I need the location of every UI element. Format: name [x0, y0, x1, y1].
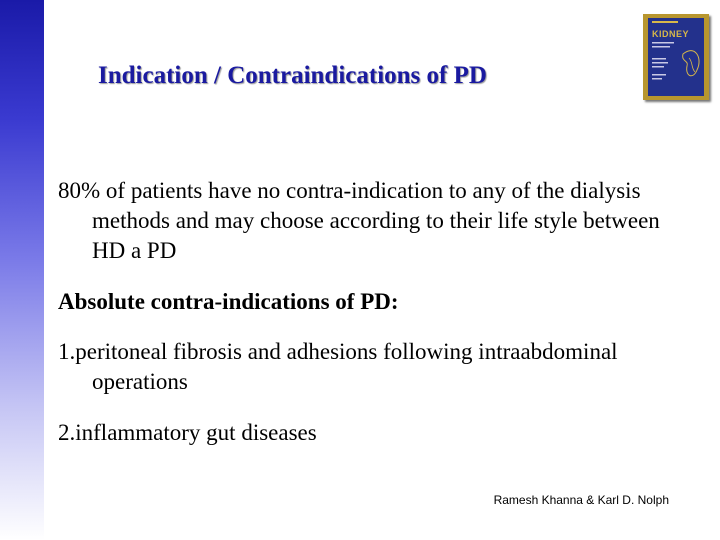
citation-text: Ramesh Khanna & Karl D. Nolph	[493, 493, 669, 507]
cover-title: KIDNEY	[652, 29, 690, 39]
list-item-1: 1.peritoneal fibrosis and adhesions following intraabdominal operations	[58, 339, 618, 394]
intro-paragraph: 80% of patients have no contra-indication to any of the dialysis methods and may choose according to their life style between HD a PD	[58, 178, 660, 263]
list-item-2: 2.inflammatory gut diseases	[58, 420, 317, 445]
contraindications-heading: Absolute contra-indications of PD:	[58, 289, 399, 314]
slide-body	[58, 176, 698, 448]
cover-decoration	[643, 14, 709, 100]
book-cover-image	[643, 14, 709, 100]
left-gradient-band	[0, 0, 44, 540]
slide-title: Indication / Contraindications of PD	[98, 62, 487, 89]
